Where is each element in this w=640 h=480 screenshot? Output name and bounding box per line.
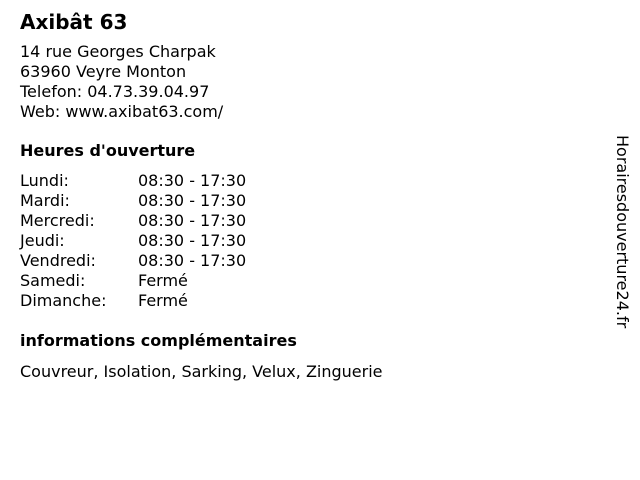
hours-row — [20, 251, 580, 271]
hours-day: Jeudi: — [20, 231, 65, 250]
phone-line: Telefon: 04.73.39.04.97 — [20, 82, 210, 101]
hours-day: Samedi: — [20, 271, 86, 290]
hours-row — [20, 271, 580, 291]
hours-day: Vendredi: — [20, 251, 96, 270]
business-name: Axibât 63 — [20, 10, 128, 34]
hours-table — [20, 171, 580, 311]
hours-time: 08:30 - 17:30 — [138, 171, 247, 190]
hours-time: 08:30 - 17:30 — [138, 191, 247, 210]
business-card — [20, 8, 580, 382]
hours-row — [20, 211, 580, 231]
extra-info-text: Couvreur, Isolation, Sarking, Velux, Zinguerie — [20, 362, 383, 381]
hours-row — [20, 191, 580, 211]
hours-time: 08:30 - 17:30 — [138, 231, 247, 250]
hours-time: 08:30 - 17:30 — [138, 251, 247, 270]
hours-day: Mercredi: — [20, 211, 95, 230]
hours-row — [20, 231, 580, 251]
hours-time: 08:30 - 17:30 — [138, 211, 247, 230]
hours-time: Fermé — [138, 271, 188, 290]
hours-row — [20, 291, 580, 311]
hours-day: Mardi: — [20, 191, 70, 210]
web-line: Web: www.axibat63.com/ — [20, 102, 224, 121]
hours-day: Dimanche: — [20, 291, 107, 310]
hours-time: Fermé — [138, 291, 188, 310]
site-watermark: Horairesdouverture24.fr — [613, 135, 632, 329]
hours-heading: Heures d'ouverture — [20, 141, 196, 160]
hours-row — [20, 171, 580, 191]
address-line-2: 63960 Veyre Monton — [20, 62, 187, 81]
address-line-1: 14 rue Georges Charpak — [20, 42, 216, 61]
hours-day: Lundi: — [20, 171, 69, 190]
extra-info-heading: informations complémentaires — [20, 331, 297, 350]
